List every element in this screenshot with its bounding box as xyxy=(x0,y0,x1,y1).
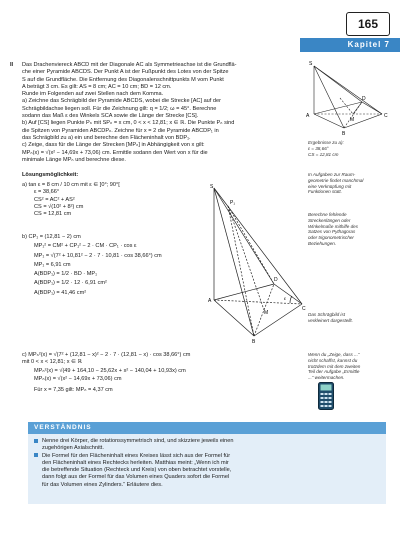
text-line: Runde im Folgenden auf zwei Stellen nach dem Komma. xyxy=(22,91,164,98)
text-line: zugehörigen Axialschnitt. xyxy=(42,445,104,452)
note-line: In Aufgaben zur Raum- xyxy=(308,172,356,177)
solution-c xyxy=(22,352,292,394)
text-line: CS = √(10² + 8²) cm xyxy=(34,203,84,210)
sidenote-functions xyxy=(308,172,363,195)
text-line: A(BDP₁) = 1/2 · 12 · 6,91 cm² xyxy=(34,280,107,287)
label-D: D xyxy=(362,96,366,102)
task-number: II xyxy=(10,62,14,68)
note-line: Wenn du „Zeige, dass ...“ xyxy=(308,352,360,357)
task-intro xyxy=(22,62,302,164)
note-line: Das Schrägbild ist xyxy=(308,312,346,317)
text-line: minimale Länge MPₙ und berechne diese. xyxy=(22,156,126,163)
chapter-label: Kapitel 7 xyxy=(300,38,400,52)
text-line: MP₁ = 6,91 cm xyxy=(34,261,71,268)
verstaendnis-header: VERSTÄNDNIS xyxy=(28,422,386,434)
label-A: A xyxy=(306,113,310,119)
text-line: b) Auf [CS] liegen Punkte Pₙ mit SPₙ = x cm, 0 < x < 12,81; x ∈ ℝ. Die Punkte Pₙ sind xyxy=(22,120,235,127)
note-line: Funktionen statt. xyxy=(308,189,342,195)
note-line: Beziehungen. xyxy=(308,240,337,246)
sidenote-pythagoras xyxy=(308,212,358,247)
pyramid-diagram-large xyxy=(208,184,308,344)
text-line: MPₙ(x) = √(x² − 14,69x + 73,06) cm. Ermittle sodann den Wert von x für die xyxy=(22,149,208,156)
note-line: Winkelmaße mithilfe des xyxy=(308,223,358,229)
label-S: S xyxy=(210,184,214,190)
text-line: den Flächeninhalt eines Rechtecks herleiten. Matthias meint: „Wenn ich mir xyxy=(42,459,229,466)
bullet-icon xyxy=(34,439,38,443)
text-line: für das Volumen eines Zylinders.“ Erläutere dies. xyxy=(42,481,163,488)
text-line: c) Zeige, dass für die Länge der Strecken [MPₙ] in Abhängigkeit von x gilt: xyxy=(22,142,205,149)
text-line: MP₁² = CM² + CP₁² − 2 · CM · CP₁ · cos ε xyxy=(34,243,137,250)
note-line: CS = 12,81 cm xyxy=(308,151,339,157)
note-line: nicht schaffst, kannst du xyxy=(308,357,358,363)
solution-heading: Lösungsmöglichkeit: xyxy=(22,172,79,178)
label-S: S xyxy=(309,61,313,67)
note-line: trotzdem mit dem zweiten xyxy=(308,363,361,369)
text-line: MPₙ(x) = √(x² − 14,69x + 73,06) cm xyxy=(34,375,122,382)
verstaendnis-item xyxy=(34,438,380,489)
label-epsilon: ε xyxy=(284,296,287,301)
label-B: B xyxy=(342,131,346,136)
text-line xyxy=(34,453,380,460)
text-line: sodann das Maß ε des Winkels SCA sowie die Länge der Strecke [CS]. xyxy=(22,113,199,120)
text-line: che einer Pyramide ABCDS. Der Punkt A ist der Fußpunkt des Lotes von der Spitze xyxy=(22,69,229,76)
text-line: dann folgt aus der Formel für das Volumen eines Quaders sofort die Formel xyxy=(42,474,230,481)
text-line: a) Zeichne das Schrägbild der Pyramide ABCDS, wobei die Strecke [AC] auf der xyxy=(22,98,221,105)
label-C: C xyxy=(302,306,306,312)
text-line: Schrägbildachse liegen soll. Für die Zeichnung gilt: q = 1/2; ω = 45°. Berechne xyxy=(22,105,217,112)
note-line: Satzes von Pythagoras xyxy=(308,229,356,235)
text-line: CS² = AC² + AS² xyxy=(34,196,75,203)
text-line: b) CP₁ = (12,81 − 2) cm xyxy=(22,234,81,240)
bullet-icon xyxy=(34,453,38,457)
note-line: Streckenlängen oder xyxy=(308,217,351,223)
label-D: D xyxy=(274,277,278,283)
pyramid-diagram-small xyxy=(300,56,396,136)
calculator-icon xyxy=(318,382,334,410)
item-text: Die Formel für den Flächeninhalt eines Kreises lässt sich aus der Formel für xyxy=(42,452,231,459)
note-line: eine Verknüpfung mit xyxy=(308,183,352,189)
item-text: Nenne drei Körper, die rotationssymmetrisch sind, und skizziere jeweils einen xyxy=(42,438,234,444)
verstaendnis-box xyxy=(28,434,386,504)
solution-a xyxy=(22,182,202,218)
text-line: c) MPₙ²(x) = √(7² + (12,81 − x)² − 2 · 7 · (12,81 − x) · cos 38,66°) cm xyxy=(22,352,191,358)
text-line: das Schrägbild zu a) ein und berechne den Flächeninhalt von BDP₁. xyxy=(22,134,191,141)
text-line xyxy=(34,438,380,445)
sidenote-hint xyxy=(308,352,360,381)
note-line: ε = 38,66° xyxy=(308,145,329,151)
label-M: M xyxy=(264,310,269,316)
note-line: Ergebnisse zu a): xyxy=(308,140,344,145)
page-number: 165 xyxy=(346,12,390,36)
text-line: Für x = 7,35 gilt: MPₙ = 4,37 cm xyxy=(34,387,113,394)
text-line: A beträgt 3 cm. Es gilt: AS = 8 cm; AC = 10 cm; BD = 12 cm. xyxy=(22,83,172,90)
note-line: geometrie findet manchmal xyxy=(308,177,364,183)
text-line: A(BDP₁) = 41,46 cm² xyxy=(34,289,87,296)
label-M: M xyxy=(350,117,355,123)
text-line: MP₁ = √(7² + 10,81² − 2 · 7 · 10,81 · cos 38,66°) cm xyxy=(34,252,162,259)
text-line: a) tan ε = 8 cm / 10 cm mit ε ∈ ]0°; 90°[ xyxy=(22,182,120,188)
label-P1: P₁ xyxy=(230,200,236,206)
text-line: S auf die Grundfläche. Die Entfernung des Diagonalenschnittpunkts M vom Punkt xyxy=(22,76,224,83)
label-A: A xyxy=(208,298,212,304)
sidenote-results xyxy=(308,140,344,157)
text-line: die betreffende Situation (Rechteck und Kreis) von oben betrachtet vorstelle, xyxy=(42,467,232,474)
note-line: oder trigonometrischer xyxy=(308,235,354,241)
label-B: B xyxy=(252,339,256,344)
text-line: A(BDP₁) = 1/2 · BD · MP₁ xyxy=(34,271,97,278)
text-line: ε = 38,66° xyxy=(34,189,60,196)
label-C: C xyxy=(384,113,388,119)
text-line: die Spitzen von Pyramiden ABCDPₙ. Zeichne für x = 2 die Pyramide ABCDP₁ in xyxy=(22,127,219,134)
note-line: ...“ weitermachen. xyxy=(308,375,345,381)
text-line: CS = 12,81 cm xyxy=(34,211,72,218)
note-line: Berechne fehlende xyxy=(308,212,347,217)
note-line: verkleinert dargestellt. xyxy=(308,317,353,323)
text-line: MPₙ²(x) = √(49 + 164,10 − 25,62x + x² − 140,04 + 10,93x) cm xyxy=(34,367,186,374)
text-line: Das Drachenviereck ABCD mit der Diagonale AC als Symmetrieachse ist die Grundflä- xyxy=(22,62,237,68)
text-line: mit 0 < x < 12,81; x ∈ ℝ xyxy=(22,359,82,366)
note-line: Teil der Aufgabe „Ermittle xyxy=(308,369,360,375)
sidenote-scale xyxy=(308,312,353,324)
solution-b xyxy=(22,234,222,297)
